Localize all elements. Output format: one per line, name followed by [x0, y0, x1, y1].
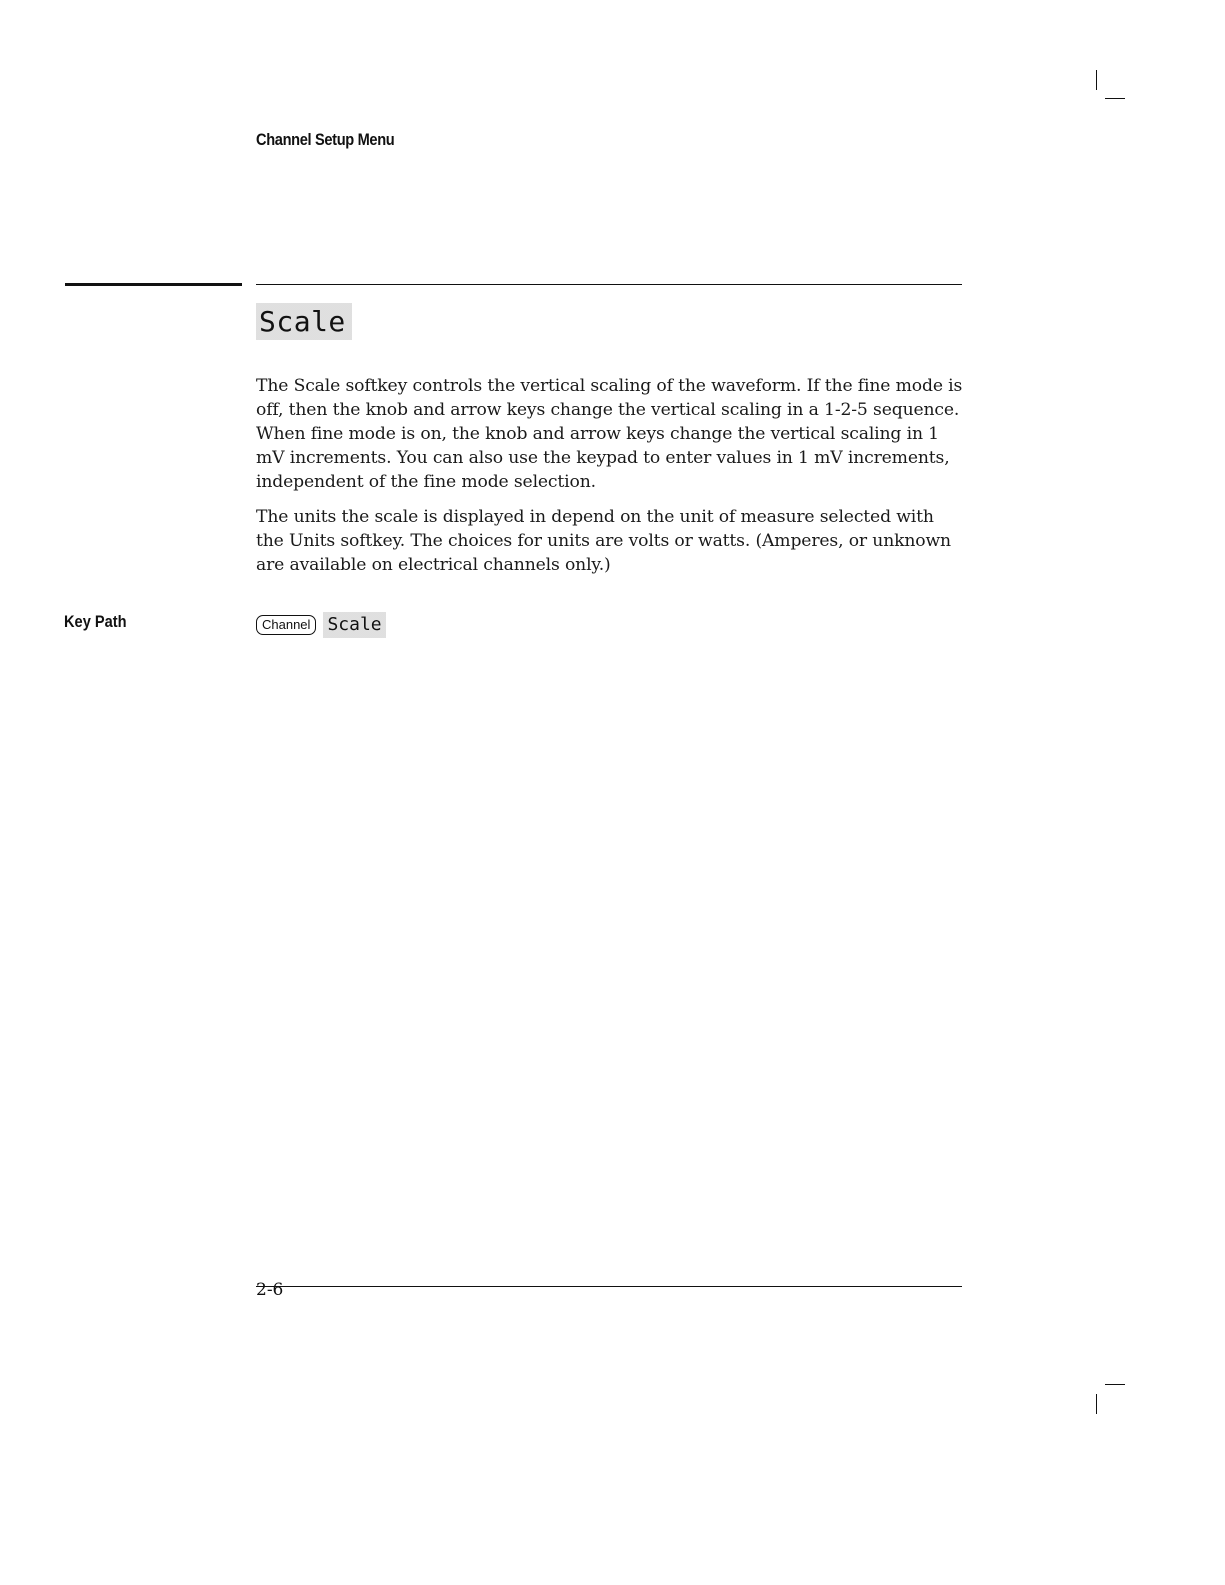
- channel-hardkey: Channel: [256, 615, 316, 635]
- section-title: Scale: [256, 303, 352, 340]
- crop-mark-bottom: [1105, 1384, 1125, 1385]
- units-paragraph: The units the scale is displayed in depend on the unit of measure selected with the Units softkey. The choices for units are volts or watts. (Amperes, or unknown are available on electrical channels only.): [256, 507, 951, 575]
- scale-softkey: Scale: [323, 612, 385, 638]
- section-rule: [256, 284, 962, 285]
- footer-rule: [256, 1286, 962, 1287]
- crop-mark-top: [1096, 70, 1097, 90]
- page-number: 2-6: [256, 1280, 284, 1300]
- page-header-title: Channel Setup Menu: [256, 130, 395, 149]
- key-path: [256, 612, 386, 638]
- crop-mark-top: [1105, 98, 1125, 99]
- description-paragraph: The Scale softkey controls the vertical scaling of the waveform. If the fine mode is off, then the knob and arrow keys change the vertical scaling in a 1-2-5 sequence. When fine mode is on, the knob and arrow keys change the vertical scaling in 1 mV increments. You can also use the keypad to enter values in 1 mV increments, independent of the fine mode selection.: [256, 376, 963, 492]
- key-path-label: Key Path: [64, 612, 127, 631]
- crop-mark-bottom: [1096, 1394, 1097, 1414]
- section-rule-left: [65, 283, 242, 286]
